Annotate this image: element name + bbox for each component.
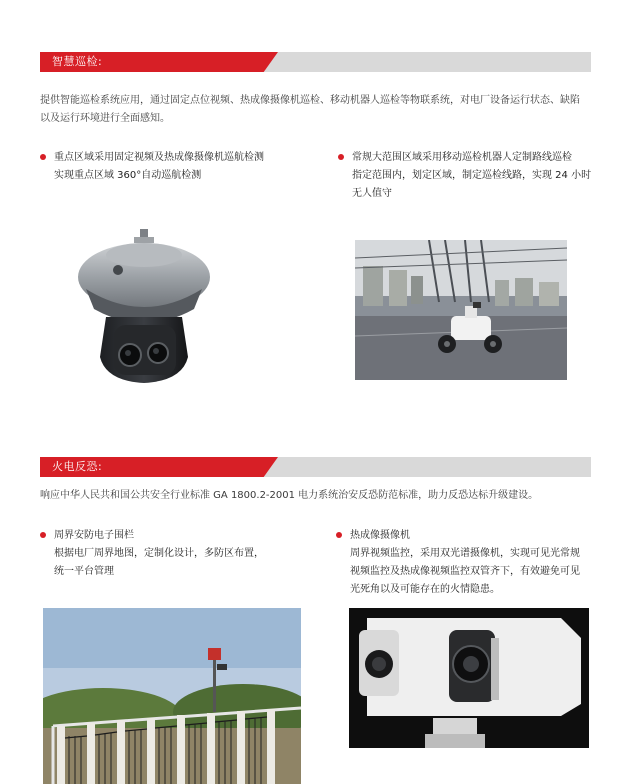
bullet-line: 实现重点区域 360°自动巡航检测 [54,170,202,181]
bullet-line: 常规大范围区域采用移动巡检机器人定制路线巡检 [352,152,572,163]
bullet-dot-icon [40,154,46,160]
bullet-item-thermal-camera [350,527,580,599]
ptz-camera-image [72,225,217,395]
bullet-dot-icon [40,532,46,538]
section-banner-antiterror [40,457,591,477]
bullet-line: 光死角以及可能存在的火情隐患。 [350,584,500,595]
bullet-line: 周界视频监控，采用双光谱摄像机，实现可见光常规 [350,548,580,559]
section-intro [40,487,595,505]
intro-line: 提供智能巡检系统应用，通过固定点位视频、热成像摄像机巡检、移动机器人巡检等物联系统，对电厂设备运行状态、缺陷 [40,95,580,106]
section-banner-inspection [40,52,591,72]
section-intro [40,92,595,128]
bullet-line: 指定范围内，划定区域，制定巡检线路，实现 24 小时 [352,170,592,181]
bullet-item-fixed-video [54,149,264,185]
bullet-line: 重点区域采用固定视频及热成像摄像机巡航检测 [54,152,264,163]
bullet-line: 根据电厂周界地图，定制化设计，多防区布置， [54,548,264,559]
intro-line: 响应中华人民共和国公共安全行业标准 GA 1800.2-2001 电力系统治安反恐防范标准，助力反恐达标升级建设。 [40,490,539,501]
bullet-line: 无人值守 [352,188,392,199]
section-title: 火电反恐: [52,460,103,473]
perimeter-fence-photo [43,608,301,784]
bullet-item-fence [54,527,264,581]
intro-line: 以及运行环境进行全面感知。 [40,113,170,124]
bullet-line: 热成像摄像机 [350,530,410,541]
section-title: 智慧巡检: [52,55,103,68]
bullet-item-robot [352,149,591,203]
bullet-line: 周界安防电子围栏 [54,530,134,541]
bullet-line: 统一平台管理 [54,566,114,577]
inspection-robot-photo [355,240,567,380]
bispectral-camera-image [349,608,589,748]
bullet-line: 视频监控及热成像视频监控双管齐下，有效避免可见 [350,566,580,577]
bullet-dot-icon [336,532,342,538]
bullet-dot-icon [338,154,344,160]
